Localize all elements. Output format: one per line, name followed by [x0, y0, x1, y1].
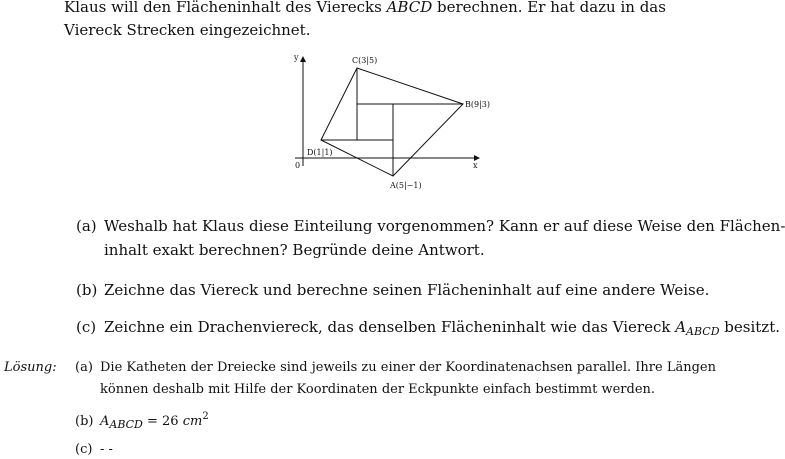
intro-line-1 [64, 0, 666, 15]
question-c-suffix: besitzt. [719, 318, 780, 336]
solution-a-label: (a) [75, 360, 93, 375]
solution-b-label: (b) [75, 414, 94, 429]
quadrilateral-abcd [321, 68, 463, 176]
x-axis-label: x [473, 161, 478, 170]
solution-a-line-1: Die Katheten der Dreiecke sind jeweils zu einer der Koordinatenachsen parallel. Ihre Längen [100, 360, 716, 375]
point-c-label: C(3|5) [352, 56, 378, 65]
solution-b-unit-power: 2 [202, 411, 209, 422]
question-c-area-subscript: ABCD [686, 325, 720, 338]
point-b-label: B(9|3) [465, 100, 490, 109]
point-d-label: D(1|1) [307, 148, 333, 157]
solution-b-formula [100, 412, 209, 430]
solution-b-equals-value: = 26 [142, 414, 183, 429]
origin-label: 0 [295, 161, 301, 170]
point-a-label: A(5|−1) [390, 181, 422, 190]
intro-line-1-suffix: berechnen. Er hat dazu in das [432, 0, 666, 16]
question-c-line [104, 320, 780, 337]
solution-b-area-subscript: ABCD [109, 418, 143, 431]
y-axis-arrow [300, 56, 306, 62]
solution-title: Lösung: [4, 360, 57, 375]
question-a-line-2: inhalt exakt berechnen? Begründe deine Antwort. [104, 241, 485, 259]
question-c-text: Zeichne ein Drachenviereck, das denselben Flächeninhalt wie das Viereck [104, 318, 676, 336]
question-b-label: (b) [76, 281, 98, 299]
intro-line-2: Viereck Strecken eingezeichnet. [64, 21, 311, 39]
y-axis-label: y [294, 53, 299, 62]
solution-c-label: (c) [75, 442, 93, 457]
question-a-line-1: Weshalb hat Klaus diese Einteilung vorgenommen? Kann er auf diese Weise den Flächen- [104, 217, 785, 235]
question-c-area-symbol: A [675, 318, 687, 336]
solution-b-area-symbol: A [100, 414, 110, 429]
coordinate-diagram [285, 48, 495, 198]
question-c-label: (c) [76, 318, 97, 336]
intro-line-1-prefix: Klaus will den Flächeninhalt des Vierecks [64, 0, 387, 16]
solution-b-unit: cm [182, 414, 203, 429]
solution-a-line-2: können deshalb mit Hilfe der Koordinaten der Eckpunkte einfach bestimmt werden. [100, 382, 656, 397]
question-a-label: (a) [76, 217, 97, 235]
question-b-text: Zeichne das Viereck und berechne seinen Flächeninhalt auf eine andere Weise. [104, 281, 710, 299]
solution-c-text: - - [100, 442, 113, 457]
quadrilateral-name: ABCD [386, 0, 433, 16]
